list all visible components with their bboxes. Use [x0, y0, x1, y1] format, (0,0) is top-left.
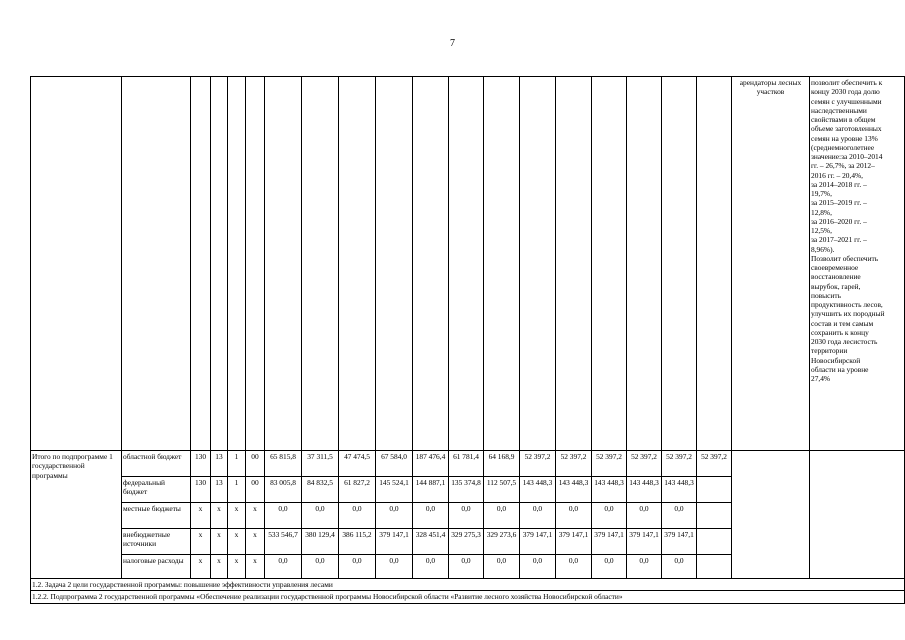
- value-cell: 143 448,3: [556, 477, 592, 503]
- value-cell: 0,0: [339, 503, 376, 529]
- value-cell: [697, 503, 732, 529]
- outcome-line: 8,96%).: [811, 244, 835, 254]
- value-cell: 0,0: [413, 503, 449, 529]
- outcome-line: области на уровне: [811, 364, 869, 374]
- value-cell: 52 397,2: [520, 451, 556, 477]
- outcome-line: Позволит обеспечить: [811, 253, 879, 263]
- outcome-line: 19,7%,: [811, 189, 832, 198]
- outcome-line: Новосибирской: [811, 355, 861, 365]
- code-cell: х: [246, 503, 265, 529]
- outcome-line: объеме заготовленных: [811, 124, 882, 134]
- value-cell: 0,0: [520, 503, 556, 529]
- value-cell: 84 832,5: [302, 477, 339, 503]
- code-cell: 1: [228, 451, 246, 477]
- page-number: 7: [450, 38, 455, 49]
- outcome-line: 12,5%,: [811, 226, 832, 235]
- value-cell: 143 448,3: [520, 477, 556, 503]
- value-cell: 0,0: [556, 503, 592, 529]
- value-cell: 67 584,0: [376, 451, 413, 477]
- code-cell: 13: [211, 477, 228, 503]
- outcome-line: позволит обеспечить к: [811, 78, 883, 87]
- value-cell: 0,0: [449, 503, 484, 529]
- value-cell: 47 474,5: [339, 451, 376, 477]
- task-line: 1.2. Задача 2 цели государственной программы: повышение эффективности управления лесами: [31, 579, 905, 591]
- empty-executor: [732, 451, 810, 579]
- value-cell: 52 397,2: [556, 451, 592, 477]
- source-label: местные бюджеты: [122, 503, 191, 529]
- value-cell: [697, 529, 732, 555]
- value-cell: 379 147,1: [662, 529, 697, 555]
- value-cell: [697, 555, 732, 579]
- subprogram-line: 1.2.2. Подпрограмма 2 государственной программы «Обеспечение реализации государственной программы Новосибирской области «Развитие лесного хозяйства Новосибирской области»: [31, 591, 905, 603]
- code-cell: х: [211, 529, 228, 555]
- outcome-line: свойствами в общем: [811, 115, 876, 124]
- outcome-line: 12,8%,: [811, 207, 832, 217]
- value-cell: 0,0: [376, 555, 413, 579]
- outcome-line: вырубок, гарей,: [811, 281, 861, 291]
- value-cell: 61 827,2: [339, 477, 376, 503]
- value-cell: 187 476,4: [413, 451, 449, 477]
- outcome-line: значение:за 2010–2014: [811, 152, 883, 161]
- code-cell: 1: [228, 477, 246, 503]
- code-cell: х: [191, 529, 211, 555]
- outcome-line: состав и тем самым: [811, 318, 874, 328]
- continuation-row: [31, 77, 905, 451]
- value-cell: [697, 477, 732, 503]
- code-cell: х: [191, 503, 211, 529]
- value-cell: 0,0: [627, 503, 662, 529]
- outcome-line: за 2017–2021 гг. –: [811, 235, 867, 245]
- value-cell: 143 448,3: [592, 477, 627, 503]
- value-cell: 145 524,1: [376, 477, 413, 503]
- code-cell: 13: [211, 451, 228, 477]
- code-cell: 00: [246, 451, 265, 477]
- value-cell: 83 005,8: [265, 477, 302, 503]
- executor-cell: арендаторы лесных участков: [732, 77, 810, 451]
- outcome-line: концу 2030 года долю: [811, 87, 880, 97]
- value-cell: 379 147,1: [627, 529, 662, 555]
- value-cell: 52 397,2: [592, 451, 627, 477]
- value-cell: 143 448,3: [627, 477, 662, 503]
- value-cell: 64 168,9: [484, 451, 520, 477]
- value-cell: 0,0: [592, 503, 627, 529]
- total-label: Итого по подпрограмме 1 государственной программы: [31, 451, 122, 579]
- code-cell: х: [211, 503, 228, 529]
- value-cell: 0,0: [302, 555, 339, 579]
- empty-outcome: [810, 451, 905, 579]
- outcome-line: гг. – 26,7%, за 2012–: [811, 161, 875, 171]
- value-cell: 112 507,5: [484, 477, 520, 503]
- outcome-line: за 2014–2018 гг. –: [811, 179, 867, 189]
- value-cell: 144 887,1: [413, 477, 449, 503]
- value-cell: 328 451,4: [413, 529, 449, 555]
- code-cell: 130: [191, 477, 211, 503]
- table-row: [31, 451, 905, 477]
- value-cell: 533 546,7: [265, 529, 302, 555]
- value-cell: 0,0: [413, 555, 449, 579]
- outcome-line: территории: [811, 346, 848, 356]
- value-cell: 0,0: [592, 555, 627, 579]
- code-cell: 130: [191, 451, 211, 477]
- outcome-notes: [810, 77, 905, 451]
- outcome-line: семян с улучшенными: [811, 96, 882, 106]
- source-label: налоговые расходы: [122, 555, 191, 579]
- value-cell: 0,0: [662, 555, 697, 579]
- value-cell: 379 147,1: [592, 529, 627, 555]
- value-cell: 0,0: [376, 503, 413, 529]
- value-cell: 379 147,1: [556, 529, 592, 555]
- value-cell: 0,0: [662, 503, 697, 529]
- value-cell: 380 129,4: [302, 529, 339, 555]
- code-cell: х: [211, 555, 228, 579]
- code-cell: х: [228, 529, 246, 555]
- code-cell: х: [228, 503, 246, 529]
- value-cell: 0,0: [265, 555, 302, 579]
- outcome-line: повысить: [811, 290, 841, 300]
- value-cell: 329 275,3: [449, 529, 484, 555]
- value-cell: 52 397,2: [627, 451, 662, 477]
- value-cell: 52 397,2: [697, 451, 732, 477]
- value-cell: 379 147,1: [520, 529, 556, 555]
- outcome-line: 27,4%: [811, 374, 831, 383]
- value-cell: 0,0: [484, 503, 520, 529]
- outcome-line: своевременное: [811, 263, 859, 272]
- source-label: внебюджетные источники: [122, 529, 191, 555]
- code-cell: х: [228, 555, 246, 579]
- value-cell: 135 374,8: [449, 477, 484, 503]
- subprogram-row: [31, 591, 905, 603]
- outcome-line: семян на уровне 13%: [811, 133, 878, 143]
- code-cell: х: [246, 555, 265, 579]
- value-cell: 0,0: [449, 555, 484, 579]
- task-row: [31, 579, 905, 591]
- value-cell: 37 311,5: [302, 451, 339, 477]
- code-cell: х: [246, 529, 265, 555]
- value-cell: 386 115,2: [339, 529, 376, 555]
- value-cell: 61 781,4: [449, 451, 484, 477]
- value-cell: 0,0: [339, 555, 376, 579]
- value-cell: 0,0: [627, 555, 662, 579]
- value-cell: 379 147,1: [376, 529, 413, 555]
- outcome-line: 2030 года лесистость: [811, 337, 878, 346]
- outcome-line: восстановление: [811, 272, 861, 282]
- value-cell: 0,0: [556, 555, 592, 579]
- outcome-line: (среднемноголетнее: [811, 142, 875, 152]
- budget-table: [30, 76, 905, 604]
- outcome-line: улучшить их породный: [811, 309, 885, 319]
- outcome-line: сохранить к концу: [811, 327, 869, 337]
- outcome-line: за 2015–2019 гг. –: [811, 198, 867, 208]
- value-cell: 0,0: [484, 555, 520, 579]
- value-cell: 0,0: [520, 555, 556, 579]
- code-cell: х: [191, 555, 211, 579]
- value-cell: 65 815,8: [265, 451, 302, 477]
- value-cell: 0,0: [265, 503, 302, 529]
- value-cell: 52 397,2: [662, 451, 697, 477]
- outcome-line: 2016 гг. – 20,4%,: [811, 170, 864, 180]
- value-cell: 143 448,3: [662, 477, 697, 503]
- outcome-line: продуктивность лесов,: [811, 300, 883, 309]
- value-cell: 0,0: [302, 503, 339, 529]
- value-cell: 329 273,6: [484, 529, 520, 555]
- code-cell: 00: [246, 477, 265, 503]
- outcome-line: за 2016–2020 гг. –: [811, 216, 867, 226]
- source-label: областной бюджет: [122, 451, 191, 477]
- outcome-line: наследственными: [811, 105, 867, 115]
- source-label: федеральный бюджет: [122, 477, 191, 503]
